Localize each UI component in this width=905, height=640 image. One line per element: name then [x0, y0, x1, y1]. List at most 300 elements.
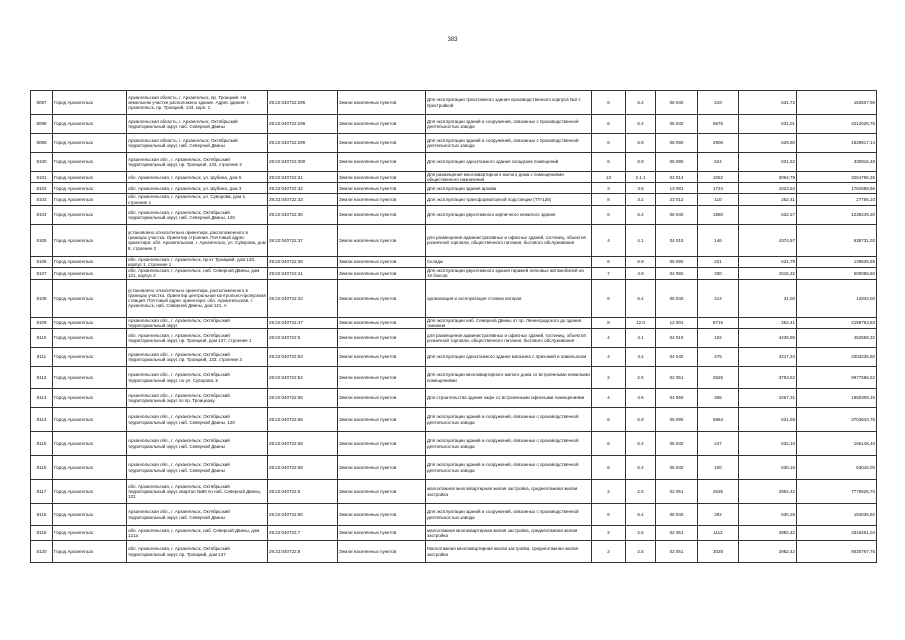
address-cell: Архангельская обл., г. Архангельск, Октябрьский территориальный округ, наб. Северной Двины, 120	[127, 408, 268, 432]
use-code-cell: 06 040	[656, 504, 698, 526]
specific-value-cell: 632,10	[739, 432, 797, 456]
municipality-cell: Город Архангельск	[53, 541, 127, 563]
permitted-use-cell: для размещения административных и офисных зданий, гостиниц, объектов розничной торговли, общественного питания, бытового обслуживания	[426, 329, 592, 348]
land-category-cell: Земли населенных пунктов	[338, 279, 426, 317]
municipality-cell: Город Архангельск	[53, 91, 127, 115]
specific-value-cell: 2952,42	[739, 480, 797, 504]
group-cell: 6	[592, 256, 626, 267]
land-category-cell: Земли населенных пунктов	[338, 456, 426, 480]
row-number-cell: 8115	[31, 432, 53, 456]
address-cell: обл. Архангельская, г. Архангельск, наб. Северной Двины, дом 121, корпус 2	[127, 268, 268, 279]
permitted-use-cell: Малоэтажная многоквартирная жилая застройка, среднеэтажная жилая застройка	[426, 541, 592, 563]
address-cell: Архангельская область, г. Архангельск, Октябрьский территориальный округ, наб. Северной Двины	[127, 115, 268, 134]
specific-value-cell: 252,41	[739, 194, 797, 205]
subgroup-cell: 4.1	[626, 224, 656, 256]
table-row	[31, 172, 877, 183]
area-cell: 292	[698, 504, 739, 526]
cadastral-number-cell: 29:22:040722:37	[268, 224, 338, 256]
cadastral-number-cell: 29:22:040722:53	[268, 348, 338, 367]
cadastral-value-cell: 1239249,20	[797, 205, 877, 224]
municipality-cell: Город Архангельск	[53, 194, 127, 205]
specific-value-cell: 4267,31	[739, 389, 797, 408]
cadastral-number-cell: 29:22:040722:55	[268, 389, 338, 408]
permitted-use-cell: Для эксплуатации зданий и сооружений, связанных с производственной деятельностью завода	[426, 432, 592, 456]
row-number-cell: 8112	[31, 367, 53, 389]
cadastral-number-cell: 29:22:040722:6	[268, 480, 338, 504]
land-category-cell: Земли населенных пунктов	[338, 115, 426, 134]
row-number-cell: 8104	[31, 205, 53, 224]
specific-value-cell: 2982,42	[739, 526, 797, 541]
area-cell: 330	[698, 268, 739, 279]
municipality-cell: Город Архангельск	[53, 348, 127, 367]
group-cell: 6	[592, 408, 626, 432]
cadastral-number-cell: 29:22:040722:31	[268, 172, 338, 183]
group-cell: 4	[592, 329, 626, 348]
table-row	[31, 432, 877, 456]
area-cell: 100	[698, 456, 739, 480]
subgroup-cell: 2.5	[626, 367, 656, 389]
cadastral-number-cell: 29:22:040722:41	[268, 268, 338, 279]
use-code-cell: 06 090	[656, 256, 698, 267]
address-cell: установлено относительно ориентира, расположенного в границах участка. Ориентир центральная контрольно-пропускная станция. Почтовый адрес ориентира: обл. Архангельская, г. Архангельск, наб. Северной Двины, дом 121, А	[127, 279, 268, 317]
cadastral-number-cell: 29:22:040722:299	[268, 134, 338, 153]
group-cell: 2	[592, 367, 626, 389]
row-number-cell: 8113	[31, 389, 53, 408]
address-cell: обл. Архангельская, г. Архангельск, наб. Северной Двины, дом 121а	[127, 526, 268, 541]
area-cell: 6676	[698, 115, 739, 134]
use-code-cell: 04 060	[656, 389, 698, 408]
land-category-cell: Земли населенных пунктов	[338, 389, 426, 408]
table-row	[31, 256, 877, 267]
table-row	[31, 526, 877, 541]
permitted-use-cell: Для эксплуатации трехэтажного здания производственного корпуса №2 с пристройкой	[426, 91, 592, 115]
address-cell: Архангельская обл., г. Архангельск, Октябрьский территориальный округ, пр. Троицкий, 133, строение 2	[127, 153, 268, 172]
permitted-use-cell: Для эксплуатации зданий и сооружений, связанных с производственной деятельностью завода	[426, 115, 592, 134]
address-cell: Архангельская обл., г. Архангельск, Октябрьский территориальный округ, наб. Северной Двины	[127, 504, 268, 526]
use-code-cell: 02 014	[656, 172, 698, 183]
area-cell: 5864	[698, 408, 739, 432]
cadastral-value-cell: 2199753,83	[797, 317, 877, 328]
address-cell: Архангельская обл., г. Архангельск, Октябрьский территориальный округ, наб. Северной Двины	[127, 432, 268, 456]
area-cell: 1724	[698, 183, 739, 194]
use-code-cell: 02 051	[656, 541, 698, 563]
permitted-use-cell: Для эксплуатации здания архива	[426, 183, 592, 194]
specific-value-cell: 4374,87	[739, 224, 797, 256]
permitted-use-cell: малоэтажная многоквартирная жилая застройка, среднеэтажная жилая застройка	[426, 480, 592, 504]
land-category-cell: Земли населенных пунктов	[338, 224, 426, 256]
use-code-cell: 06 040	[656, 91, 698, 115]
cadastral-number-cell: 29:22:040722:7	[268, 526, 338, 541]
permitted-use-cell: Для эксплуатации двухэтажного кирпичного нежилого здания	[426, 205, 592, 224]
address-cell: установлено относительно ориентира, расположенного в границах участка. Ориентир строения. Почтовый адрес ориентира: обл. Архангельская, г. Архангельск, ул. Суворова, дом 8, строение 2	[127, 224, 268, 256]
specific-value-cell: 631,79	[739, 256, 797, 267]
area-cell: 243	[698, 91, 739, 115]
specific-value-cell: 631,01	[739, 115, 797, 134]
cadastral-number-cell: 29:22:040722:43	[268, 279, 338, 317]
group-cell: 6	[592, 504, 626, 526]
municipality-cell: Город Архангельск	[53, 172, 127, 183]
subgroup-cell: 4.6	[626, 389, 656, 408]
area-cell: 414	[698, 279, 739, 317]
subgroup-cell: 2.5	[626, 526, 656, 541]
address-cell: обл. Архангельская, г. Архангельск, ул. Шубина, дом 3	[127, 183, 268, 194]
subgroup-cell: 6.4	[626, 115, 656, 134]
area-cell: 2626	[698, 367, 739, 389]
subgroup-cell: 6.9	[626, 153, 656, 172]
permitted-use-cell: Для эксплуатации зданий и сооружений, связанных с производственной деятельностью завода	[426, 504, 592, 526]
cadastral-value-cell: 3254796,26	[797, 172, 877, 183]
land-category-cell: Земли населенных пунктов	[338, 317, 426, 328]
group-cell: 7	[592, 268, 626, 279]
table-row	[31, 91, 877, 115]
use-code-cell: 02 051	[656, 367, 698, 389]
table-body	[31, 91, 877, 563]
use-code-cell: 04 092	[656, 268, 698, 279]
address-cell: обл. Архангельская, г. Архангельск, ул. Суворова, дом 2, строение 1	[127, 194, 268, 205]
row-number-cell: 8120	[31, 541, 53, 563]
table-row	[31, 194, 877, 205]
area-cell: 1960	[698, 205, 739, 224]
group-cell: 6	[592, 115, 626, 134]
use-code-cell: 06 090	[656, 153, 698, 172]
land-category-cell: Земли населенных пунктов	[338, 194, 426, 205]
cadastral-value-cell: 184035,92	[797, 504, 877, 526]
cadastral-value-cell: 2003236,50	[797, 348, 877, 367]
permitted-use-cell: Для эксплуатации зданий и сооружений, связанных с производственной деятельностью завода	[426, 456, 592, 480]
area-cell: 2906	[698, 134, 739, 153]
permitted-use-cell: Для эксплуатации одноэтажного здания магазина с прихожей и павильоном	[426, 348, 592, 367]
subgroup-cell: 6.4	[626, 432, 656, 456]
group-cell: 3	[592, 183, 626, 194]
specific-value-cell: 3793,52	[739, 367, 797, 389]
land-category-cell: Земли населенных пунктов	[338, 205, 426, 224]
area-cell: 247	[698, 432, 739, 456]
table-row	[31, 367, 877, 389]
municipality-cell: Город Архангельск	[53, 134, 127, 153]
cadastral-number-cell: 29:22:040722:300	[268, 153, 338, 172]
row-number-cell: 8118	[31, 504, 53, 526]
table-row	[31, 317, 877, 328]
group-cell: 6	[592, 432, 626, 456]
use-code-cell: 06 040	[656, 432, 698, 456]
group-cell: 4	[592, 224, 626, 256]
cadastral-value-cell: 9977596,52	[797, 367, 877, 389]
specific-value-cell: 631,72	[739, 91, 797, 115]
group-cell: 2	[592, 480, 626, 504]
table-row	[31, 268, 877, 279]
cadastral-number-cell: 29:22:040722:39	[268, 256, 338, 267]
land-category-cell: Земли населенных пунктов	[338, 367, 426, 389]
municipality-cell: Город Архангельск	[53, 153, 127, 172]
municipality-cell: Город Архангельск	[53, 256, 127, 267]
cadastral-value-cell: 153507,96	[797, 91, 877, 115]
area-cell: 2635	[698, 480, 739, 504]
land-category-cell: Земли населенных пунктов	[338, 91, 426, 115]
subgroup-cell: 3.9	[626, 183, 656, 194]
use-code-cell: 06 090	[656, 134, 698, 153]
row-number-cell: 8103	[31, 194, 53, 205]
group-cell: 2	[592, 541, 626, 563]
permitted-use-cell: малоэтажная многоквартирная жилая застройка, среднеэтажная жилая застройка	[426, 526, 592, 541]
municipality-cell: Город Архангельск	[53, 389, 127, 408]
table-row	[31, 205, 877, 224]
use-code-cell: 06 040	[656, 456, 698, 480]
land-category-cell: Земли населенных пунктов	[338, 526, 426, 541]
permitted-use-cell: для размещения административных и офисных зданий, гостиниц, объектов розничной торговли, общественного питания, бытового обслуживания	[426, 224, 592, 256]
cadastral-value-cell: 27765,10	[797, 194, 877, 205]
permitted-use-cell: Для эксплуатации трансформаторной подстанции (ТП-126)	[426, 194, 592, 205]
cadastral-number-cell: 29:22:040722:33	[268, 194, 338, 205]
cadastral-value-cell: 1762858,96	[797, 183, 877, 194]
area-cell: 1112	[698, 526, 739, 541]
permitted-use-cell: организация и эксплуатация стоянки катеров	[426, 279, 592, 317]
row-number-cell: 8105	[31, 224, 53, 256]
group-cell: 13	[592, 172, 626, 183]
row-number-cell: 8111	[31, 348, 53, 367]
specific-value-cell: 3064,79	[739, 172, 797, 183]
area-cell: 524	[698, 153, 739, 172]
group-cell: 6	[592, 134, 626, 153]
land-category-cell: Земли населенных пунктов	[338, 408, 426, 432]
specific-value-cell: 4436,95	[739, 329, 797, 348]
table-row	[31, 134, 877, 153]
use-code-cell: 04 010	[656, 329, 698, 348]
table-row	[31, 115, 877, 134]
land-category-cell: Земли населенных пунктов	[338, 183, 426, 194]
row-number-cell: 8106	[31, 256, 53, 267]
permitted-use-cell: Для строительства здания кафе со встроенными офисными помещениями	[426, 389, 592, 408]
table-row	[31, 389, 877, 408]
cadastral-value-cell: 452569,32	[797, 329, 877, 348]
land-category-cell: Земли населенных пунктов	[338, 541, 426, 563]
cadastral-value-cell: 9030767,76	[797, 541, 877, 563]
group-cell: 4	[592, 348, 626, 367]
municipality-cell: Город Архангельск	[53, 317, 127, 328]
use-code-cell: 06 040	[656, 115, 698, 134]
cadastral-number-cell: 29:22:040722:5	[268, 329, 338, 348]
table-row	[31, 183, 877, 194]
specific-value-cell: 631,52	[739, 153, 797, 172]
use-code-cell: 12 001	[656, 317, 698, 328]
municipality-cell: Город Архангельск	[53, 183, 127, 194]
address-cell: обл. Архангельская, г. Архангельск, Октябрьский территориальный округ, пр. Троицкий, дом 137, строение 1	[127, 329, 268, 348]
row-number-cell: 8107	[31, 268, 53, 279]
subgroup-cell: 2.5	[626, 541, 656, 563]
group-cell: 6	[592, 91, 626, 115]
land-category-cell: Земли населенных пунктов	[338, 134, 426, 153]
permitted-use-cell: Для эксплуатации одноэтажного здания складских помещений	[426, 153, 592, 172]
cadastral-number-cell: 29:22:040722:54	[268, 367, 338, 389]
use-code-cell: 02 051	[656, 480, 698, 504]
table-row	[31, 348, 877, 367]
cadastral-value-cell: 3316451,04	[797, 526, 877, 541]
row-number-cell: 8116	[31, 456, 53, 480]
subgroup-cell: 6.4	[626, 456, 656, 480]
municipality-cell: Город Архангельск	[53, 408, 127, 432]
permitted-use-cell: Для эксплуатации многоквартирного жилого дома со встроенными нежилыми помещениями	[426, 367, 592, 389]
permitted-use-cell: Для размещения многоквартирного жилого дома с помещениями общественного назначения	[426, 172, 592, 183]
address-cell: Архангельская обл., г. Архангельск, Октябрьский территориальный округ, пр. Троицкий, 133, строение 3	[127, 348, 268, 367]
cadastral-value-cell: 139625,59	[797, 256, 877, 267]
cadastral-value-cell: 4212628,76	[797, 115, 877, 134]
use-code-cell: 13 081	[656, 183, 698, 194]
cadastral-number-cell: 29:22:040722:32	[268, 183, 338, 194]
permitted-use-cell: Склады	[426, 256, 592, 267]
table-row	[31, 504, 877, 526]
specific-value-cell: 4217,34	[739, 348, 797, 367]
row-number-cell: 8098	[31, 115, 53, 134]
subgroup-cell: 6.4	[626, 205, 656, 224]
specific-value-cell: 1515,32	[739, 268, 797, 279]
address-cell: обл. Архангельская, г. Архангельск, пр-кт Троицкий, дом 133, корпус 1, строение 1	[127, 256, 268, 267]
group-cell: 2	[592, 526, 626, 541]
cadastral-value-cell: 1950309,15	[797, 389, 877, 408]
address-cell: обл. Архангельская, г. Архангельск, ул. Шубина, дом 5	[127, 172, 268, 183]
area-cell: 3028	[698, 541, 739, 563]
subgroup-cell: 6.4	[626, 504, 656, 526]
municipality-cell: Город Архангельск	[53, 329, 127, 348]
group-cell: 8	[592, 194, 626, 205]
area-cell: 465	[698, 389, 739, 408]
group-cell: 6	[592, 205, 626, 224]
use-code-cell: 04 040	[656, 348, 698, 367]
group-cell: 4	[592, 389, 626, 408]
cadastral-value-cell: 500055,60	[797, 268, 877, 279]
municipality-cell: Город Архангельск	[53, 504, 127, 526]
land-category-cell: Земли населенных пунктов	[338, 268, 426, 279]
municipality-cell: Город Архангельск	[53, 268, 127, 279]
permitted-use-cell: Для эксплуатации двухэтажного здания гаражей легковых автомобилей на 10 боксов	[426, 268, 592, 279]
municipality-cell: Город Архангельск	[53, 205, 127, 224]
table-row	[31, 224, 877, 256]
address-cell: обл. Архангельская, г. Архангельск, Октябрьский территориальный округ, квартал №86 по наб. Северной Двины, 122	[127, 480, 268, 504]
cadastral-value-cell: 12833,00	[797, 279, 877, 317]
use-code-cell: 05 040	[656, 279, 698, 317]
land-category-cell: Земли населенных пунктов	[338, 432, 426, 456]
table-row	[31, 408, 877, 432]
subgroup-cell: 4.1	[626, 329, 656, 348]
subgroup-cell: 3.1	[626, 194, 656, 205]
use-code-cell: 06 040	[656, 205, 698, 224]
cadastral-number-cell: 29:22:040722:295	[268, 91, 338, 115]
cadastral-value-cell: 7779626,70	[797, 480, 877, 504]
land-category-cell: Земли населенных пунктов	[338, 348, 426, 367]
address-cell: Архангельская обл., г. Архангельск, Октябрьский территориальный округ по пр. Троицкому	[127, 389, 268, 408]
cadastral-number-cell: 29:22:040722:58	[268, 432, 338, 456]
specific-value-cell: 31,00	[739, 279, 797, 317]
page-number: 383	[447, 37, 458, 43]
table-row	[31, 279, 877, 317]
subgroup-cell: 6.9	[626, 134, 656, 153]
subgroup-cell: 2.5	[626, 480, 656, 504]
subgroup-cell: 12.0	[626, 317, 656, 328]
municipality-cell: Город Архангельск	[53, 480, 127, 504]
cadastral-value-cell: 330916,48	[797, 153, 877, 172]
use-code-cell: 06 090	[656, 408, 698, 432]
specific-value-cell: 629,60	[739, 134, 797, 153]
cadastral-number-cell: 29:22:040722:47	[268, 317, 338, 328]
address-cell: Архангельская обл., г. Архангельск, Октябрьский территориальный округ, наб. Северной Двины	[127, 456, 268, 480]
cadastral-value-cell: 63016,00	[797, 456, 877, 480]
area-cell: 110	[698, 194, 739, 205]
area-cell: 8715	[698, 317, 739, 328]
row-number-cell: 8109	[31, 317, 53, 328]
use-code-cell: 02 051	[656, 526, 698, 541]
use-code-cell: 23 012	[656, 194, 698, 205]
municipality-cell: Город Архангельск	[53, 367, 127, 389]
area-cell: 1062	[698, 172, 739, 183]
municipality-cell: Город Архангельск	[53, 224, 127, 256]
cadastral-number-cell: 29:22:040722:35	[268, 205, 338, 224]
table-row	[31, 456, 877, 480]
table-row	[31, 541, 877, 563]
group-cell: 6	[592, 279, 626, 317]
group-cell: 8	[592, 317, 626, 328]
cadastral-number-cell: 29:22:040722:60	[268, 504, 338, 526]
permitted-use-cell: Для эксплуатации наб. Северной Двины от пр. Ленинградского до здания таможни	[426, 317, 592, 328]
specific-value-cell: 630,26	[739, 504, 797, 526]
subgroup-cell: 2.1.1	[626, 172, 656, 183]
land-category-cell: Земли населенных пунктов	[338, 172, 426, 183]
municipality-cell: Город Архангельск	[53, 115, 127, 134]
table-row	[31, 480, 877, 504]
permitted-use-cell: Для эксплуатации зданий и сооружений, связанных с производственной деятельностью завода	[426, 408, 592, 432]
area-cell: 221	[698, 256, 739, 267]
specific-value-cell: 252,41	[739, 317, 797, 328]
municipality-cell: Город Архангельск	[53, 432, 127, 456]
subgroup-cell: 6.9	[626, 408, 656, 432]
address-cell: обл. Архангельская, г. Архангельск, Октябрьский территориальный округ, пр. Троицкий, дом 137	[127, 541, 268, 563]
municipality-cell: Город Архангельск	[53, 456, 127, 480]
row-number-cell: 8100	[31, 153, 53, 172]
subgroup-cell: 4.9	[626, 268, 656, 279]
municipality-cell: Город Архангельск	[53, 526, 127, 541]
cadastral-value-cell: 156148,40	[797, 432, 877, 456]
specific-value-cell: 632,27	[739, 205, 797, 224]
table-row	[31, 153, 877, 172]
subgroup-cell: 5.4	[626, 279, 656, 317]
address-cell: Архангельская обл., г. Архангельск, Октябрьский территориальный округ	[127, 317, 268, 328]
address-cell: Архангельская обл., г. Архангельск, Октябрьский территориальный округ, по ул. Суворова, 6	[127, 367, 268, 389]
municipality-cell: Город Архангельск	[53, 279, 127, 317]
cadastral-number-cell: 29:22:040722:8	[268, 541, 338, 563]
specific-value-cell: 630,16	[739, 456, 797, 480]
permitted-use-cell: Для эксплуатации зданий и сооружений, связанных с производственной деятельностью завода	[426, 134, 592, 153]
group-cell: 6	[592, 153, 626, 172]
cadastral-number-cell: 29:22:040722:59	[268, 456, 338, 480]
land-category-cell: Земли населенных пунктов	[338, 153, 426, 172]
group-cell: 6	[592, 456, 626, 480]
row-number-cell: 8114	[31, 408, 53, 432]
row-number-cell: 8101	[31, 172, 53, 183]
specific-value-cell: 1022,54	[739, 183, 797, 194]
address-cell: обл. Архангельская, г. Архангельск, Октябрьский территориальный округ, наб. Северной Двины, 120	[127, 205, 268, 224]
area-cell: 146	[698, 224, 739, 256]
area-cell: 102	[698, 329, 739, 348]
row-number-cell: 8117	[31, 480, 53, 504]
row-number-cell: 8110	[31, 329, 53, 348]
cadastral-value-table	[30, 90, 877, 563]
land-category-cell: Земли населенных пунктов	[338, 480, 426, 504]
area-cell: 475	[698, 348, 739, 367]
address-cell: Архангельская область, г. Архангельск, пр. Троицкий. На земельном участке расположено здание. Адрес здания: г. Архангельск, пр. Троицкий, 133, корп. 1	[127, 91, 268, 115]
subgroup-cell: 6.9	[626, 256, 656, 267]
specific-value-cell: 2982,42	[739, 541, 797, 563]
row-number-cell: 8108	[31, 279, 53, 317]
row-number-cell: 8102	[31, 183, 53, 194]
specific-value-cell: 631,59	[739, 408, 797, 432]
cadastral-number-cell: 29:22:040722:56	[268, 408, 338, 432]
